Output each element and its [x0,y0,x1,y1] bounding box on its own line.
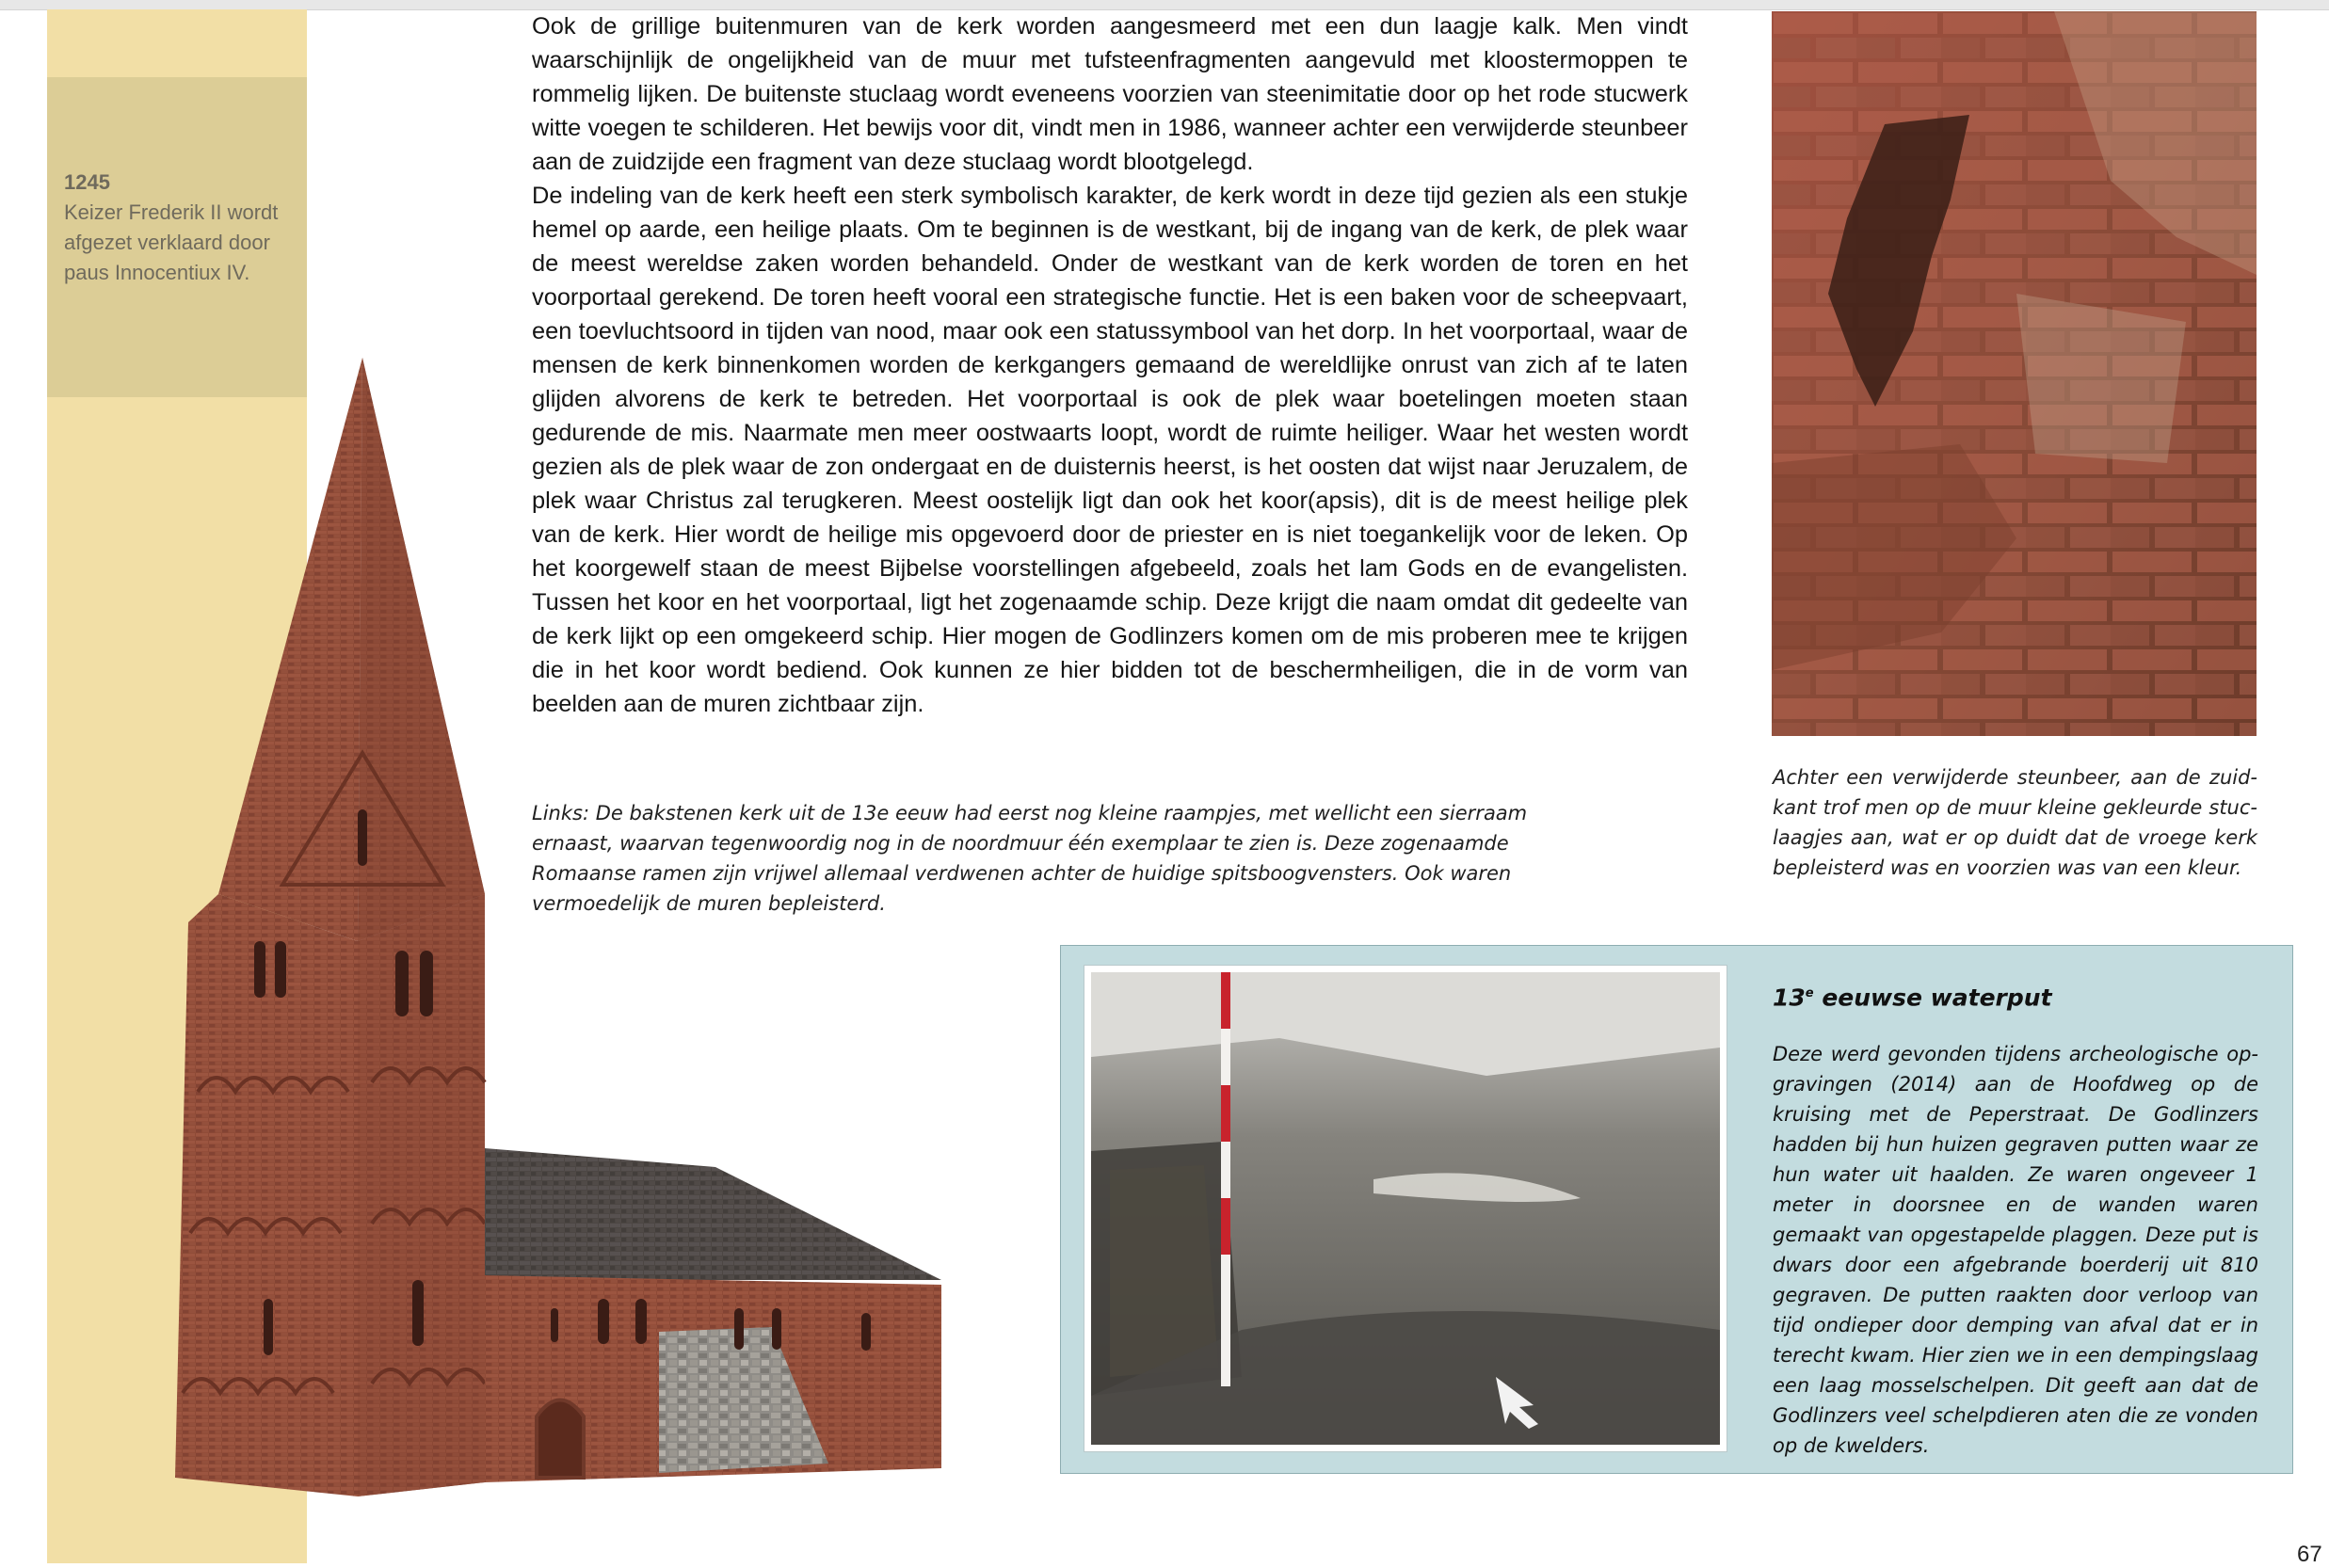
page-number: 67 [2297,1542,2322,1567]
church-caption: Links: De bakstenen kerk uit de 13e eeuw had eerst nog kleine raampjes, met wellicht een sierraam ernaast, waarvan tegenwoordig nog in de noordmuur één exemplaar te zien is. Deze zogenaamde Romaanse ramen zijn vrijwel allemaal verdwenen achter de huidige spitsboogvensters. Ook waren vermoedelijk de muren bepleisterd. [532,802,1528,915]
info-title-rest: eeuwse waterput [1813,984,2052,1012]
timeline-entry [64,168,299,288]
timeline-year: 1245 [64,170,110,194]
info-box-text: Deze werd gevonden tijdens archeologische op-gravingen (2014) aan de Hoofdweg op de kruising met de Peperstraat. De Godlinzers hadden bij hun huizen gegraven putten waar ze hun water uit haalden. Ze waren ongeveer 1 meter in doorsnee en de wanden waren gemaakt van opgestapelde plaggen. Deze put is dwars door een afgebrande boerderij uit 810 gegraven. De putten raakten door verloop van tijd ondieper door demping van afval dat er in terecht kwam. Hier zien we in een dempingslaag een laag mosselschelpen. Dit geeft aan dat de Godlinzers veel schelpdieren aten die ze vonden op de kwelders. [1773,1043,2258,1457]
timeline-event: Keizer Frederik II wordt afgezet verklaard door paus Innocentiux IV. [64,200,279,284]
church-illustration [169,358,951,1496]
info-title-number: 13 [1773,984,1806,1012]
brick-wall-photo [1772,11,2257,736]
info-title-sup: e [1805,986,1814,1000]
excavation-photo [1084,966,1727,1451]
church-render [169,358,951,1496]
info-box-title [1773,975,2262,1016]
excavation-image [1091,972,1720,1445]
paragraph-2: De indeling van de kerk heeft een sterk symbolisch karakter, de kerk wordt in deze tijd gezien als een stukje hemel op aarde, een heilige plaats. Om te beginnen is de westkant, bij de ingang van de kerk, de plek waar de meest wereldse zaken worden behandeld. Onder de westkant van de kerk worden de toren en het voorportaal gerekend. De toren heeft vooral een strategische functie. Het is een baken voor de scheepvaart, een toevluchtsoord in tijden van nood, maar ook een statussymbool van het dorp. In het voorportaal, waar de mensen de kerk binnenkomen worden de kerkgangers gemaand de wereldlijke onrust van zich af te laten glijden alvorens de kerk te betreden. Het voorportaal is ook de plek waar boetelingen moeten staan gedurende de mis. Naarmate men meer oostwaarts loopt, wordt de ruimte heiliger. Waar het westen wordt gezien als de plek waar de zon ondergaat en de duisternis heerst, is het oosten dat wijst naar Jeruzalem, de plek waar Christus zal terugkeren. Meest oostelijk ligt dan ook het koor(apsis), dit is de meest heilige plek van de kerk. Hier wordt de heilige mis opgevoerd door de priester en is niet toegankelijk voor de leken. Op het koorgewelf staan de meest Bijbelse voorstellingen afgebeeld, zoals het lam Gods en de evangelisten. Tussen het koor en het voorportaal, ligt het zogenaamde schip. Deze krijgt die naam omdat dit gedeelte van de kerk lijkt op een omgekeerd schip. Hier mogen de Godlinzers komen om de mis proberen mee te krijgen die in het koor wordt bediend. Ook kunnen ze hier bidden tot de beschermheiligen, die in de vorm van beelden aan de muren zichtbaar zijn. [532,183,1688,717]
wall-photo-caption: Achter een verwijderde steunbeer, aan de zuid-kant trof men op de muur kleine gekleurde stuc-laagjes aan, wat er op duidt dat de vroege kerk bepleisterd was en voorzien was van een kleur. [1773,766,2257,879]
brick-wall-image [1772,11,2257,736]
paragraph-1: Ook de grillige buitenmuren van de kerk worden aangesmeerd met een dun laagje kalk. Men vindt waarschijnlijk de ongelijkheid van de muur met tufsteenfragmenten aangevuld met kloostermoppen te rommelig lijken. De buitenste stuclaag wordt eveneens voorzien van steenimitatie door op het rode stucwerk witte voegen te schilderen. Het bewijs voor dit, vindt men in 1986, wanneer achter een verwijderde steunbeer aan de zuidzijde een fragment van deze stuclaag wordt blootgelegd. [532,13,1688,175]
timeline-box [47,77,307,397]
